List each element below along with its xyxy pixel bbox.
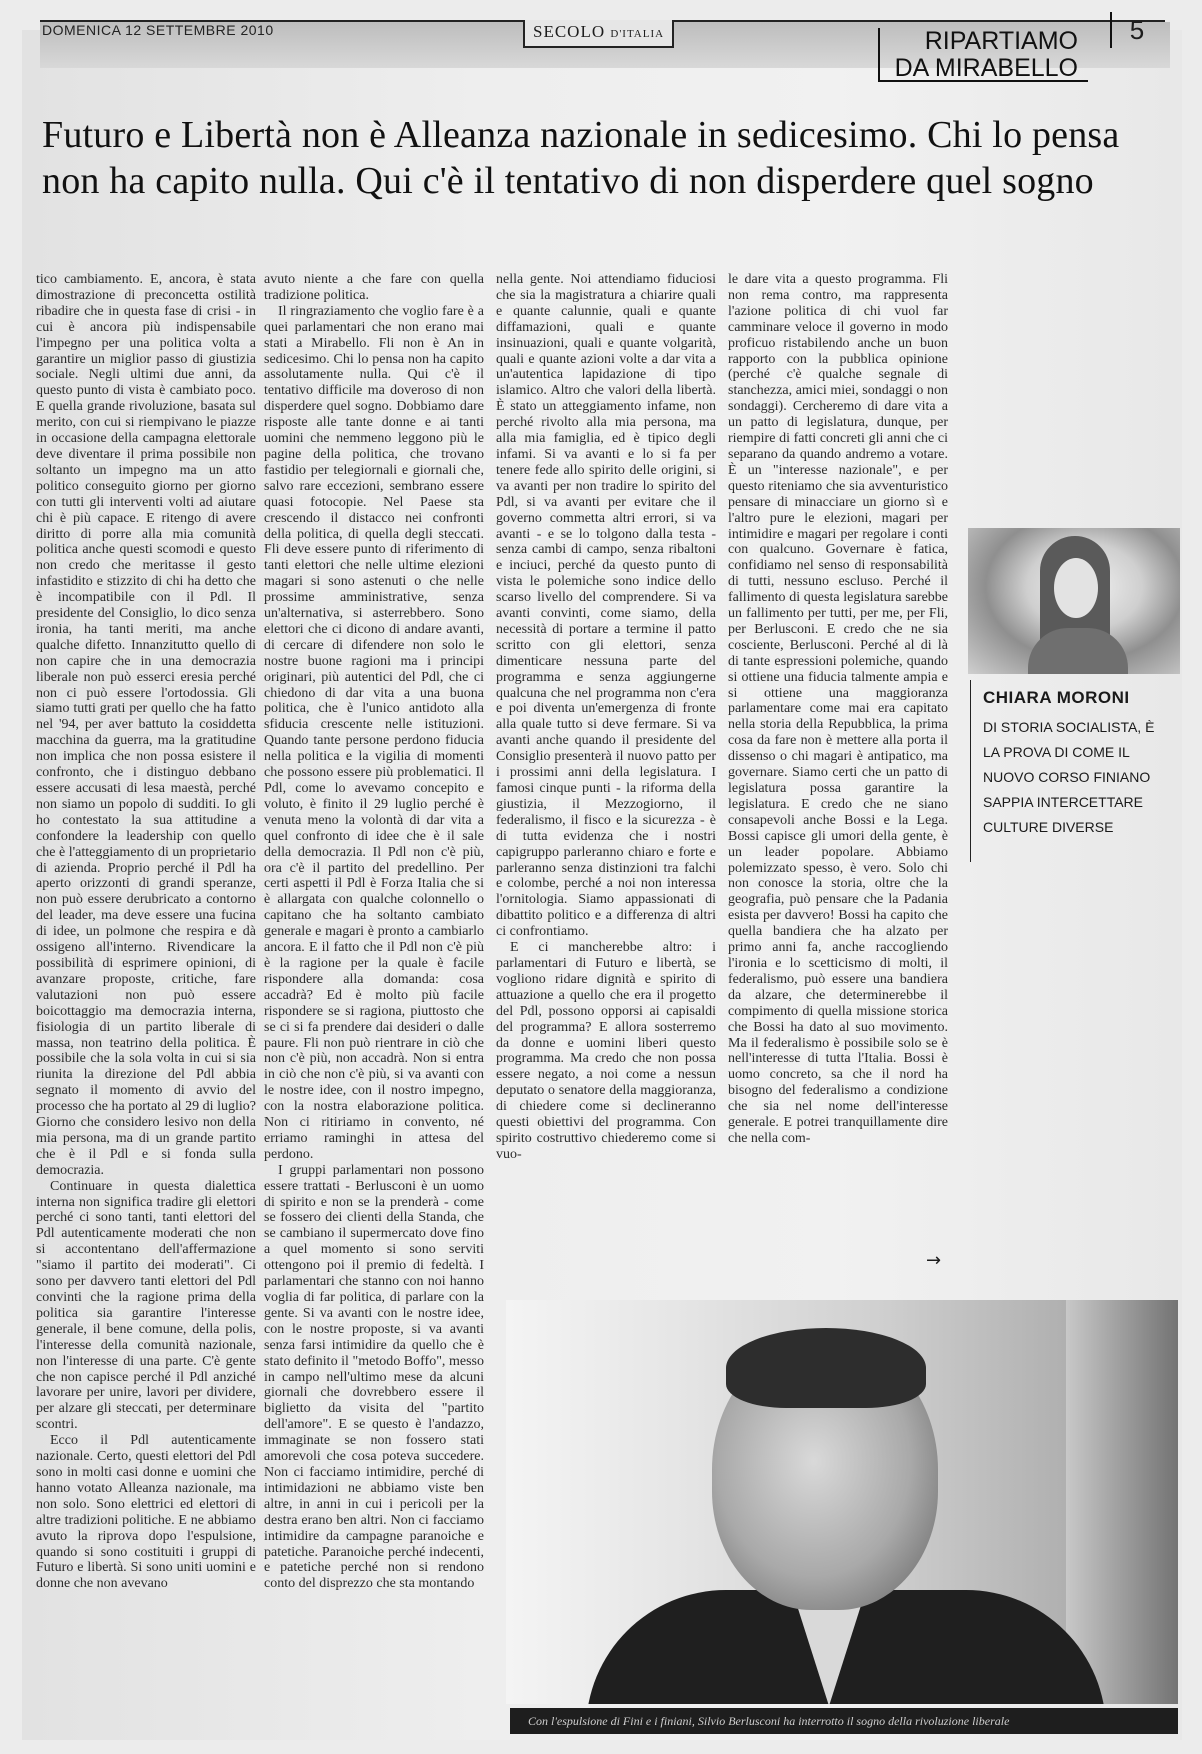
- author-portrait: [968, 528, 1180, 674]
- issue-date: DOMENICA 12 SETTEMBRE 2010: [42, 22, 274, 38]
- section-label-line1: RIPARTIAMO: [924, 27, 1078, 55]
- paragraph: avuto niente a che fare con quella tradizione politica.: [264, 272, 484, 303]
- photo-hair: [726, 1328, 926, 1408]
- article-column-4: [728, 272, 948, 1232]
- paragraph: nella gente. Noi attendiamo fiduciosi che sia la magistratura a chiarire quali e quante calunnie, quali e quante diffamazioni, quali e quante insinuazioni, quali e quante volgarità, quali e quante azioni volte a dar vita a un'autentica lapidazione di tipo islamico. Altro che valori della libertà. È stato un atteggiamento infame, non perché rivolto alla mia persona, ma alla mia famiglia, ed è tipico degli infami. Si va avanti e lo si fa per tenere fede allo spirito delle origini, si va avanti per non tradire lo spirito del Pdl, si va avanti per evitare che il governo commetta altri errori, si va avanti - e se lo tolgono dalla testa - senza cambi di campo, senza ribaltoni e inciuci, perché da questo punto di vista le polemiche sono indice dello scarso livello del comprendere. Si va avanti convinti, come siamo, della necessità di portare a termine il patto scritto con gli elettori, senza dimenticare nessuna parte del programma e senza aggiungerne qualcuna che nel programma non c'era e poi diventa un'emergenza di fronte alla quale tutto si deve fermare. Si va avanti anche quando il presidente del Consiglio presenterà il nuovo patto per i prossimi anni della legislatura. I famosi cinque punti - la riforma della giustizia, il Mezzogiorno, il federalismo, il fisco e la sicurezza - è di tutta evidenza che i nostri capigruppo parleranno chiaro e forte e parleranno senza distinzioni tra falchi e colombe, perché a noi non interessa l'ornitologia. Siamo appassionati di dibattito politico e a differenza di altri ci confrontiamo.: [496, 272, 716, 940]
- paragraph: Il ringraziamento che voglio fare è a quei parlamentari che non erano mai stati a Mirabello. Fli non è An in sedicesimo. Chi lo pensa non ha capito assolutamente nulla. Qui c'è il tentativo difficile ma doveroso di non disperdere quel sogno. Dobbiamo dare risposte alle tante donne e ai tanti uomini che nemmeno leggono più le pagine della politica, che trovano fastidio per telegiornali e giornali che, salvo rare eccezioni, sembrano essere quasi fotocopie. Nel Paese sta crescendo il distacco nei confronti della politica, di quella degli steccati. Fli deve essere punto di riferimento di tanti elettori che nelle ultime elezioni magari si sono astenuti o che nelle prossime amministrative, senza un'alternativa, si asterrebbero. Sono elettori che ci dicono di andare avanti, di cercare di difendere non solo le nostre buone ragioni ma i principi originari, più autentici del Pdl, che ci chiedono di dar vita a una buona politica, che è l'unico antidoto alla sfiducia crescente nelle istituzioni. Quando tante persone perdono fiducia nella politica e la vigilia di momenti che possono essere più problematici. Il Pdl, come lo avevamo concepito e voluto, è finito il 29 luglio perché è venuta meno la volontà di dar vita a quel confronto di idee che è il sale della democrazia. Il Pdl non c'è più, ora c'è il partito del predellino. Per certi aspetti il Pdl è Forza Italia che si è allargata con qualche colonnello o capitano che ha soltanto cambiato generale e magari è pronto a cambiarlo ancora. E il fatto che il Pdl non c'è più è la ragione per la quale è facile rispondere alla domanda: cosa accadrà? Ed è molto più facile rispondere se si ragiona, piuttosto che se ci si fa prendere dai desideri o dalle paure. Fli non può rientrare in ciò che non c'è più, non accadrà. Non si entra in ciò che non c'è più, si va avanti con le nostre idee, con il nostro impegno, con la nostra elaborazione politica. Non ci ritiriamo in convento, né erriamo raminghi in attesa del perdono.: [264, 303, 484, 1162]
- paragraph: I gruppi parlamentari non possono essere trattati - Berlusconi è un uomo di spirito e non se la prenderà - come se fossero dei clienti della Standa, che se cambiano il supermercato dove fino a quel momento si sono serviti ottengono poi il premio di fedeltà. I parlamentari che stanno con noi hanno voglia di far politica, di parlare con la gente. Si va avanti con le nostre idee, con le nostre proposte, si va avanti senza farsi intimidire da quello che è stato definito il "metodo Boffo", messo in campo nell'ultimo mese da alcuni giornali che dovrebbero essere il biglietto da visita del "partito dell'amore". E se questo è l'andazzo, immaginate se non fossero stati amorevoli che cosa poteva succedere. Non ci facciamo intimidire, perché di intimidazioni ne abbiamo viste ben altre, in anni in cui i pericoli per la destra erano ben altri. Non ci facciamo intimidire da campagne paranoiche e patetiche. Paranoiche perché indecenti, e patetiche perché non si rendono conto del disprezzo che sta montando: [264, 1162, 484, 1592]
- masthead-subtitle: D'ITALIA: [610, 28, 665, 40]
- article-photo: [506, 1300, 1178, 1704]
- masthead: [523, 20, 674, 48]
- author-description: DI STORIA SOCIALISTA, È LA PROVA DI COME IL NUOVO CORSO FINIANO SAPPIA INTERCETTARE CULTURE DIVERSE: [983, 719, 1155, 835]
- paragraph: E ci mancherebbe altro: i parlamentari di Futuro e libertà, se vogliono ridare dignità e spirito di attuazione a quello che era il progetto del Pdl, possono opporsi ai capisaldi del programma? E allora sosterremo da donne e uomini liberi questo programma. Ma credo che non possa essere negato, a noi come a nessun deputato o senatore della maggioranza, di chiedere come si declineranno questi obiettivi del programma. Con spirito costruttivo chiederemo come si vuo-: [496, 940, 716, 1162]
- author-box: [970, 680, 1176, 862]
- portrait-face: [1054, 558, 1098, 618]
- paragraph: le dare vita a questo programma. Fli non rema contro, ma rappresenta l'azione politica di chi vuol far camminare veloce il governo in modo proficuo ristabilendo anche un buon rapporto con la pubblica opinione (perché c'è qualche segnale di stanchezza, amici miei, sondaggi o non sondaggi). Cercheremo di dare vita a un patto di legislatura, dunque, per riempire di fatti concreti gli anni che ci separano da quando andremo a votare. È un "interesse nazionale", e per questo riteniamo che sia avventuristico pensare di minacciare un giorno sì e l'altro pure le elezioni, magari per intimidire e magari per regolare i conti con qualcuno. Governare è fatica, confidiamo nel senso di responsabilità di tutti, nessuno escluso. Perché il fallimento di questa legislatura sarebbe un fallimento per tutti, per me, per Fli, per Berlusconi. E credo che ne sia cosciente, Berlusconi. Perché al di là di tante espressioni polemiche, quando si ottiene una fiducia talmente ampia e si ottiene una maggioranza parlamentare come mai era capitato nella storia della Repubblica, la prima cosa da fare non è mettere alla porta il dissenso o chi magari è antipatico, ma governare. Siamo certi che un patto di legislatura possa garantire la legislatura. E credo che ne siano consapevoli anche Bossi e la Lega. Bossi capisce gli umori della gente, è un leader popolare. Abbiamo polemizzato spesso, è vero. Solo chi non conosce la storia, oltre che la geografia, può pensare che la Padania esista per davvero! Bossi ha capito che quella bandiera che ha alzato per primo anni fa, anche raccogliendo l'ironia e lo scetticismo di molti, il federalismo, può essere una bandiera da alzare, che determinerebbe il compimento di quella missione storica che Bossi ha dato al suo movimento. Ma il federalismo è possibile solo se è nell'interesse di tutta l'Italia. Bossi è uomo concreto, sa che il nord ha bisogno del federalismo a condizione che sia nel nome dell'interesse generale. E potrei tranquillamente dire che nella com-: [728, 272, 948, 1146]
- paragraph: Continuare in questa dialettica interna non significa tradire gli elettori perché ci sono tanti, tanti elettori del Pdl autenticamente moderati che non si accontentano dell'affermazione "siamo il partito dei moderati". Ci sono per davvero tanti elettori del Pdl convinti che la ragione prima della politica sia garantire l'interesse generale, il bene comune, della polis, l'interesse della comunità nazionale, non l'interesse di una parte. C'è gente che non capisce perché il Pdl anziché lavorare per unire, lavori per dividere, per alzare gli steccati, per determinare scontri.: [36, 1178, 256, 1433]
- article-column-1: [36, 272, 256, 1750]
- section-label-line2: DA MIRABELLO: [894, 54, 1078, 82]
- page-number: 5: [1110, 12, 1162, 48]
- section-label: [878, 28, 1088, 82]
- paragraph: Ecco il Pdl autenticamente nazionale. Certo, questi elettori del Pdl sono in molti casi donne e uomini che hanno votato Alleanza nazionale, ma non solo. Sono elettrici ed elettori di altre tradizioni politiche. E ne abbiamo avuto la riprova dopo l'espulsione, quando si sono costituiti i gruppi di Futuro e libertà. Si sono uniti uomini e donne che non avevano: [36, 1433, 256, 1592]
- author-name: CHIARA MORONI: [983, 688, 1130, 707]
- photo-background: [1066, 1300, 1178, 1704]
- article-headline: Futuro e Libertà non è Alleanza nazionale in sedicesimo. Chi lo pensa non ha capito nulla. Qui c'è il tentativo di non disperdere quel sogno: [42, 114, 1120, 202]
- photo-caption: Con l'espulsione di Fini e i finiani, Silvio Berlusconi ha interrotto il sogno della rivoluzione liberale: [510, 1708, 1178, 1734]
- article-column-2: [264, 272, 484, 1750]
- masthead-title: SECOLO: [533, 22, 606, 41]
- paragraph: tico cambiamento. E, ancora, è stata dimostrazione di preconcetta ostilità ribadire che in questa fase di crisi - in cui è ancora più indispensabile l'impegno per una politica volta a garantire un miglior passo di giustizia sociale. Negli ultimi due anni, da questo punto di vista è cambiato poco. E quella grande rivoluzione, basata sul merito, con cui si riempivano le piazze in occasione della campagna elettorale deve diventare il prima possibile non soltanto un impegno ma un atto politico conseguito giorno per giorno con tutti gli interventi volti ad aiutare chi è più capace. E ritengo di avere diritto di porre alla mia comunità politica anche questi scomodi e questo non credo che meritasse il gesto infastidito e stizzito di chi ha detto che è incompatibile con il Pdl. Il presidente del Consiglio, lo dico senza ironia, ha tanti meriti, ma anche qualche difetto. Innanzitutto quello di non capire che in una democrazia liberale non può esserci eresia perché non ci può essere l'ortodossia. Gli siamo tutti grati per quello che ha fatto nel '94, per aver battuto la cosiddetta macchina da guerra, ma la gratitudine non implica che non possa esistere il confronto, che i distinguo debbano essere accusati di lesa maestà, perché non siamo un popolo di sudditi. Io gli ho contestato la sua attitudine a confondere la leadership con quello che è l'atteggiamento di un proprietario di azienda. Proprio perché il Pdl ha aperto orizzonti di grandi speranze, non può essere derubricato a contorno del leader, ma deve essere una fucina di idee, un polmone che respira e dà ossigeno all'interno. Rivendicare la possibilità di esprimere opinioni, di avanzare proposte, critiche, fare valutazioni non può essere boicottaggio ma democrazia interna, fisiologia di un partito liberale di massa, non teatrino della politica. È possibile che la sola volta in cui si sia riunita la direzione del Pdl abbia segnato il momento di avvio del processo che ha portato al 29 di luglio? Giorno che considero lesivo non della mia persona, ma di un grande partito che è il Pdl e si fonda sulla democrazia.: [36, 272, 256, 1178]
- continue-arrow-icon: →: [926, 1250, 942, 1271]
- article-column-3: [496, 272, 716, 1267]
